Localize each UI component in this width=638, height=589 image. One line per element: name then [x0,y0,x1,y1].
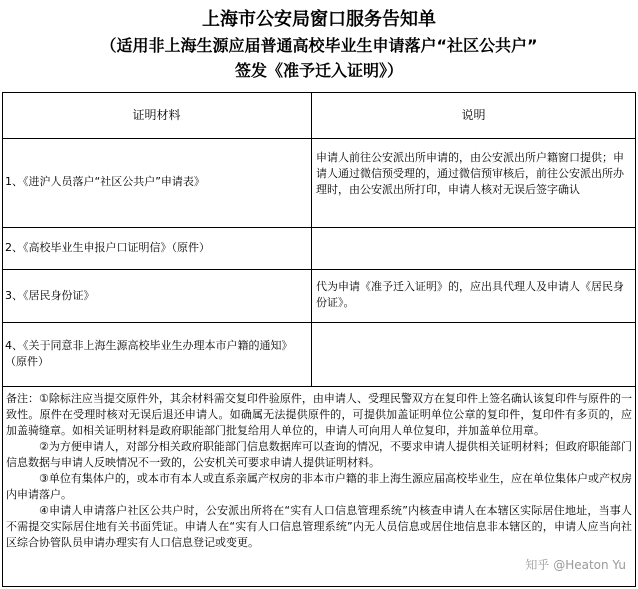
title-line-3: 签发《准予迁入证明》） [234,61,403,80]
table-border [2,586,636,587]
table-row-material: 2、《高校毕业生申报户口证明信》（原件） [5,241,210,254]
remark-3: ③单位有集体户的，或本市有本人或直系亲属产权房的非本市户籍的非上海生源应届高校毕业生，应在单位集体户或产权房内申请落户。 [6,472,632,501]
table-border [2,227,636,228]
table-border [2,138,636,139]
table-border [2,386,636,387]
table-row-note: 代为申请《准予迁入证明》的，应出具代理人及申请人《居民身份证》。 [316,280,624,309]
table-row-material: 1、《进沪人员落户“社区公共户”申请表》 [5,175,205,188]
table-border [2,92,3,587]
table-row-material: 3、《居民身份证》 [5,289,95,302]
table-row-note: 申请人前往公安派出所申请的，由公安派出所户籍窗口提供；申请人通过微信预受理的，通过微信预审核后，前往公安派出所办理时，由公安派出所打印，申请人核对无误后签字确认 [316,151,624,196]
table-border [2,92,636,93]
remarks [6,391,632,551]
table-row-material: 4、《关于同意非上海生源高校毕业生办理本市户籍的通知》（原件） [5,339,293,368]
title-line-1: 上海市公安局窗口服务告知单 [202,9,436,30]
document-title [0,0,638,92]
table-border [2,322,636,323]
remark-4: ④申请人申请落户社区公共户时，公安派出所将在“实有人口信息管理系统”内核查申请人在本辖区实际居住地址，当事人不需提交实际居住地有关书面凭证。申请人在“实有人口信息管理系统”内无人员信息或居住地信息非本辖区的，申请人应当向社区综合协管队员申请办理实有人口信息登记或变更。 [6,504,632,549]
remark-1: 备注：①除标注应当提交原件外，其余材料需交复印件验原件，由申请人、受理民警双方在复印件上签名确认该复印件与原件的一致性。原件在受理时核对无误后退还申请人。如确属无法提供原件的，可提供加盖证明单位公章的复印件，复印件有多页的，应加盖骑缝章。如相关证明材料是政府职能部门批复给用人单位的，申请人可向用人单位复印，并加盖单位用章。 [6,392,632,437]
header-notes: 说明 [461,108,486,122]
materials-table [2,92,636,587]
remark-2: ②为方便申请人，对部分相关政府职能部门信息数据库可以查询的情况，不要求申请人提供相关证明材料；但政府职能部门信息数据与申请人反映情况不一致的，公安机关可要求申请人提供证明材料。 [6,440,632,469]
title-line-2: （适用非上海生源应届普通高校毕业生申请落户“社区公共户” [100,36,538,55]
table-column-divider [311,92,312,386]
watermark: 知乎 @Heaton Yu [525,558,626,572]
table-border [2,269,636,270]
header-materials: 证明材料 [132,108,181,122]
table-border [635,92,636,587]
